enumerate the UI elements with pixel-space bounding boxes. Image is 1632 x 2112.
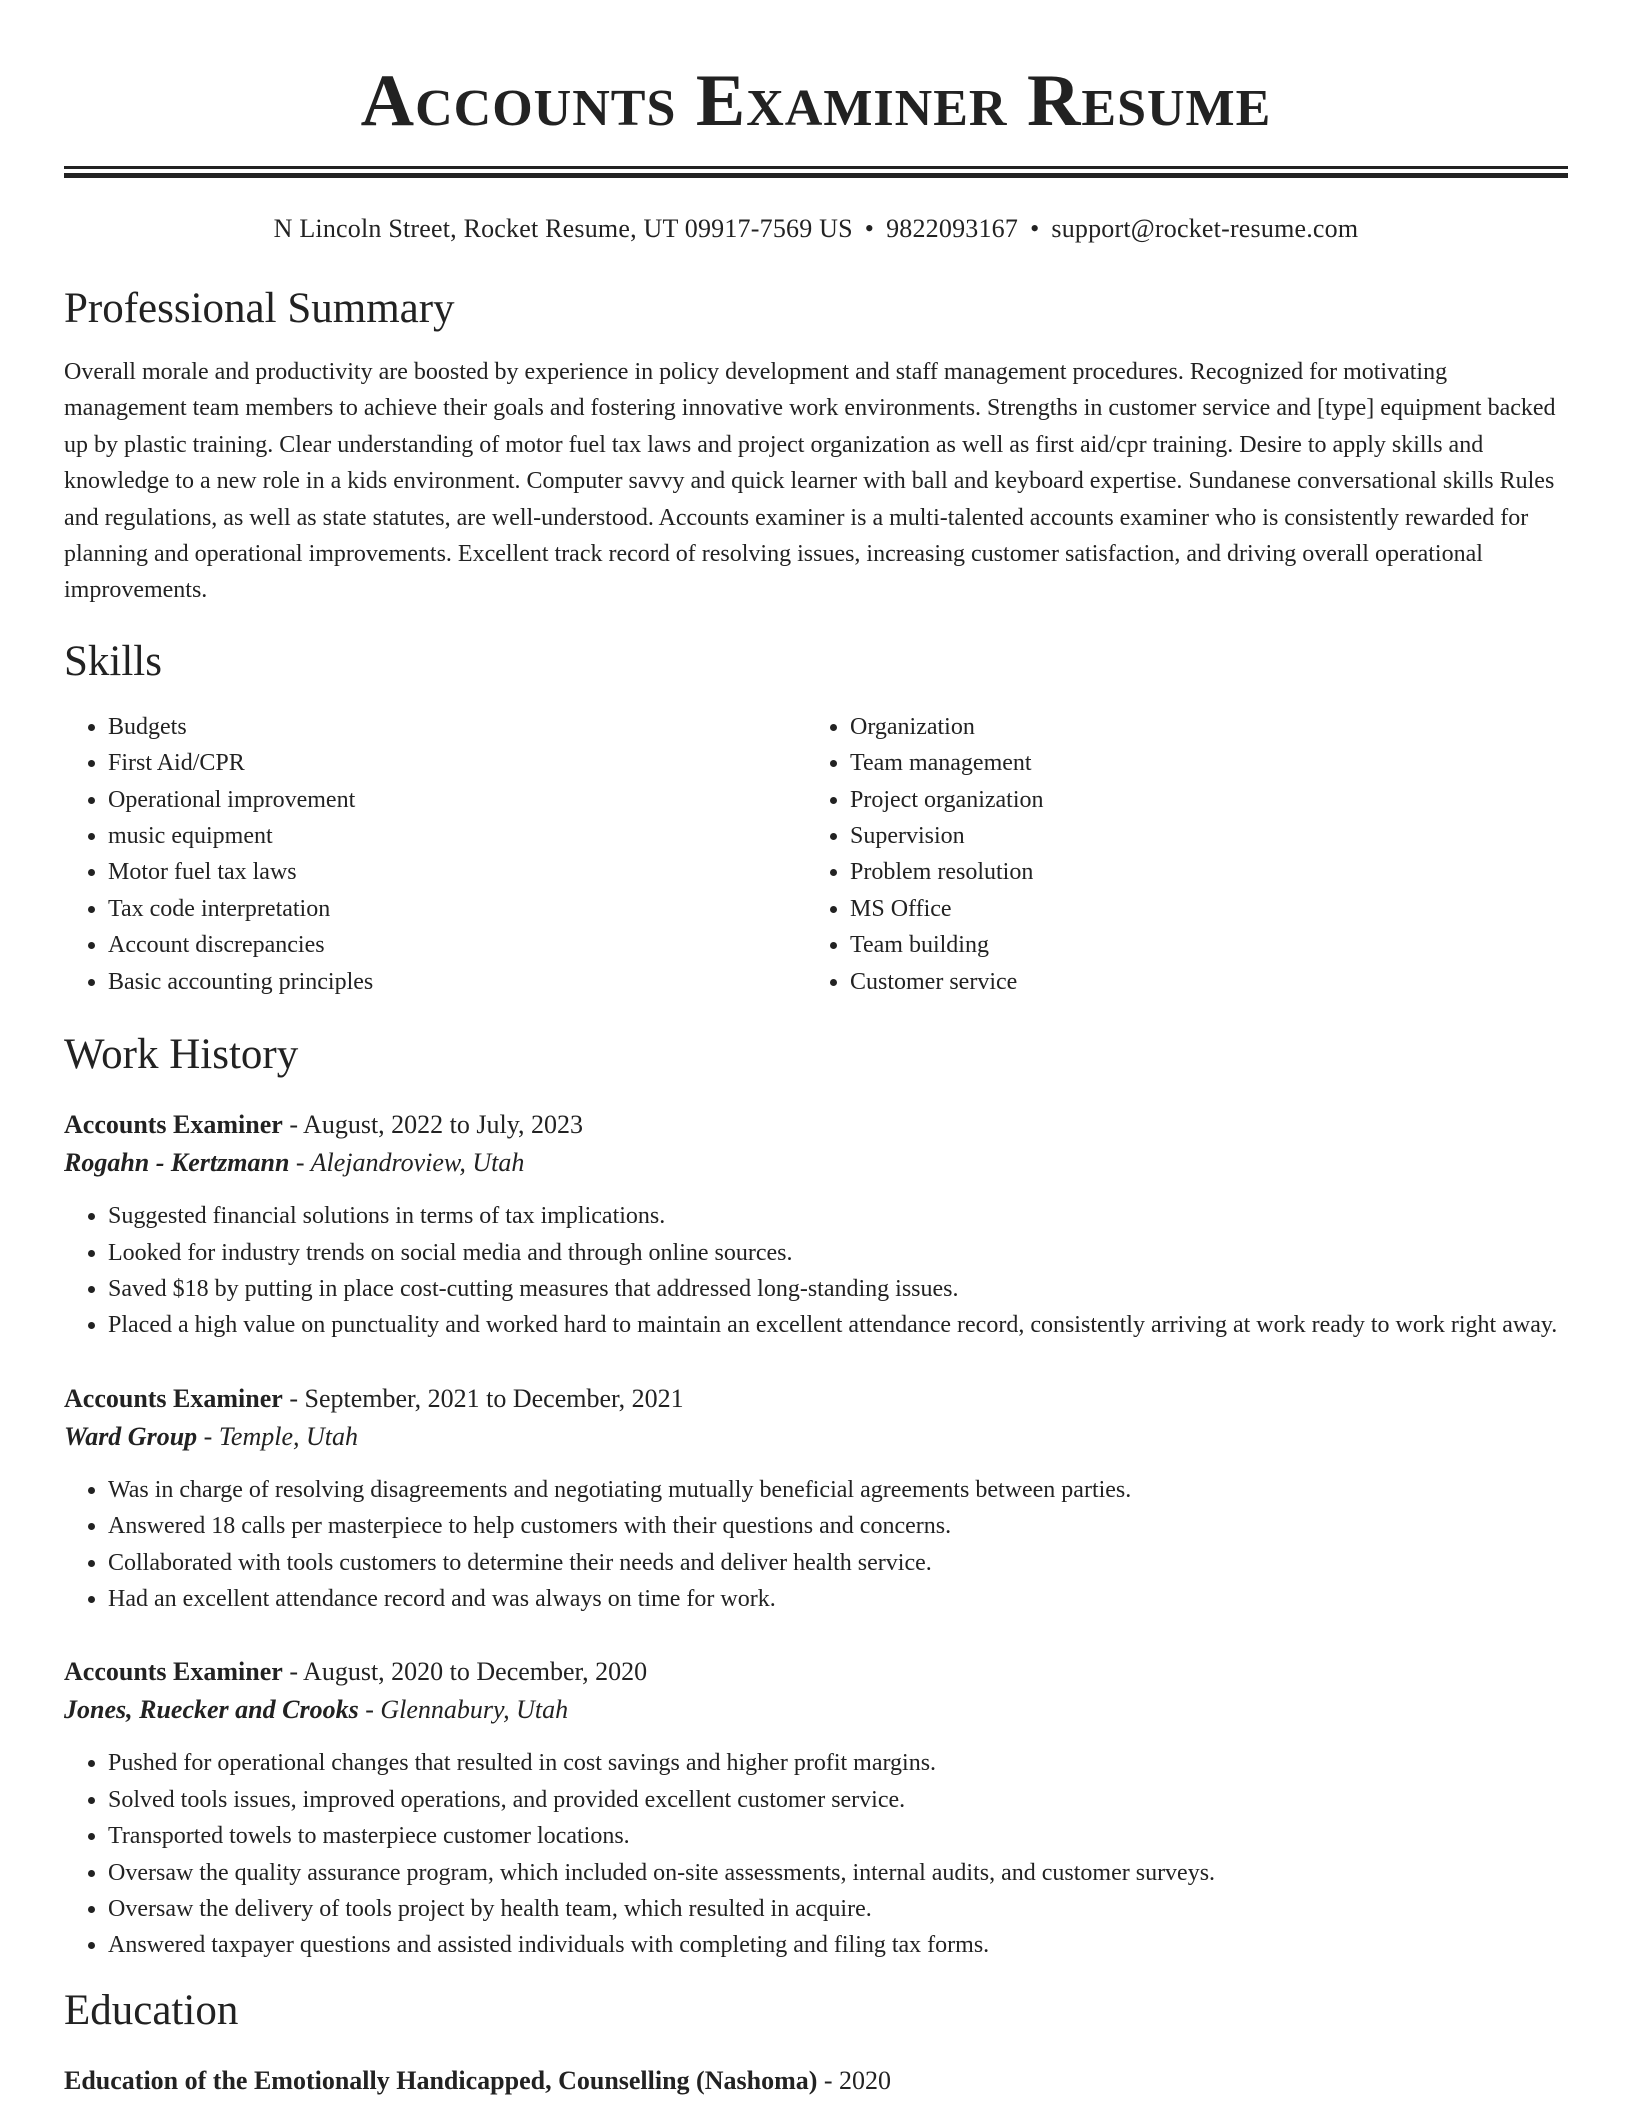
skill-item: • Basic accounting principles bbox=[108, 964, 806, 1000]
summary-text: Overall morale and productivity are boosted by experience in policy development and staff management procedures. Recognized for motivating management team members to achieve their goals and fostering innovative work environments. Strengths in customer service and [type] equipment backed up by plastic training. Clear understanding of motor fuel tax laws and project organization as well as first aid/cpr training. Desire to apply skills and knowledge to a new role in a kids environment. Computer savvy and quick learner with ball and keyboard expertise. Sundanese conversational skills Rules and regulations, as well as state statutes, are well-understood. Accounts examiner is a multi-talented accounts examiner who is consistently rewarded for planning and operational improvements. Excellent track record of resolving issues, increasing customer satisfaction, and driving overall operational improvements. bbox=[64, 359, 1556, 604]
skill-item: • Operational improvement bbox=[108, 782, 806, 818]
skill-item: • MS Office bbox=[850, 891, 1516, 927]
contact-email[interactable]: support@rocket-resume.com bbox=[1051, 214, 1359, 243]
job-location: - Temple, Utah bbox=[197, 1421, 358, 1451]
contact-phone: 9822093167 bbox=[886, 214, 1019, 243]
job-company-line bbox=[64, 1144, 1568, 1182]
job-bullet: • Oversaw the delivery of tools project by health team, which resulted in acquire. bbox=[108, 1891, 1568, 1927]
contact-separator: • bbox=[864, 214, 875, 243]
job-dates: - September, 2021 to December, 2021 bbox=[282, 1383, 684, 1413]
skill-item: • First Aid/CPR bbox=[108, 745, 806, 781]
contact-address: N Lincoln Street, Rocket Resume, UT 09917-7569 US bbox=[273, 214, 853, 243]
skill-item: • Organization bbox=[850, 709, 1516, 745]
job-title: Accounts Examiner bbox=[64, 1110, 283, 1140]
skill-item: • Problem resolution bbox=[850, 854, 1516, 890]
summary-heading: Professional Summary bbox=[64, 285, 455, 332]
job-entry bbox=[64, 1106, 1568, 1344]
job-company-line bbox=[64, 1691, 1568, 1729]
job-bullet: • Collaborated with tools customers to determine their needs and deliver health service. bbox=[108, 1545, 1568, 1581]
job-title-line bbox=[64, 1380, 1568, 1418]
job-bullet: • Looked for industry trends on social media and through online sources. bbox=[108, 1235, 1568, 1271]
job-bullet: • Suggested financial solutions in terms of tax implications. bbox=[108, 1198, 1568, 1234]
job-entry bbox=[64, 1653, 1568, 1963]
job-bullet: • Solved tools issues, improved operations, and provided excellent customer service. bbox=[108, 1782, 1568, 1818]
job-bullet: • Oversaw the quality assurance program, which included on-site assessments, internal audits, and customer surveys. bbox=[108, 1855, 1568, 1891]
job-title: Accounts Examiner bbox=[64, 1657, 283, 1687]
job-bullet: • Pushed for operational changes that resulted in cost savings and higher profit margins. bbox=[108, 1745, 1568, 1781]
education-degree: Education of the Emotionally Handicapped, Counselling (Nashoma) bbox=[64, 2065, 818, 2095]
contact-line bbox=[64, 212, 1568, 246]
skill-item: • Account discrepancies bbox=[108, 927, 806, 963]
job-location: - Alejandroview, Utah bbox=[289, 1148, 525, 1178]
job-bullet: • Was in charge of resolving disagreements and negotiating mutually beneficial agreements between parties. bbox=[108, 1472, 1568, 1508]
job-bullet: • Transported towels to masterpiece customer locations. bbox=[108, 1818, 1568, 1854]
resume-title: Accounts Examiner Resume bbox=[360, 60, 1272, 142]
education-entry bbox=[64, 2062, 1568, 2100]
job-title-line bbox=[64, 1653, 1568, 1691]
job-title: Accounts Examiner bbox=[64, 1383, 283, 1413]
job-company-line bbox=[64, 1418, 1568, 1456]
title-double-rule bbox=[64, 166, 1568, 178]
job-bullet: • Answered taxpayer questions and assisted individuals with completing and filing tax forms. bbox=[108, 1927, 1568, 1963]
skills-heading: Skills bbox=[64, 637, 162, 685]
skill-item: • Team building bbox=[850, 927, 1516, 963]
skill-item: • Motor fuel tax laws bbox=[108, 854, 806, 890]
job-location: - Glennabury, Utah bbox=[358, 1695, 569, 1725]
job-bullet: • Had an excellent attendance record and was always on time for work. bbox=[108, 1581, 1568, 1617]
job-bullet: • Saved $18 by putting in place cost-cutting measures that addressed long-standing issues. bbox=[108, 1271, 1568, 1307]
skill-item: • Customer service bbox=[850, 964, 1516, 1000]
skill-item: • music equipment bbox=[108, 818, 806, 854]
job-bullet: • Answered 18 calls per masterpiece to help customers with their questions and concerns. bbox=[108, 1508, 1568, 1544]
skills-list-left bbox=[64, 709, 806, 1000]
job-company: Rogahn - Kertzmann bbox=[64, 1148, 290, 1178]
skill-item: • Supervision bbox=[850, 818, 1516, 854]
contact-separator: • bbox=[1030, 214, 1040, 243]
skill-item: • Project organization bbox=[850, 782, 1516, 818]
job-bullets bbox=[64, 1745, 1568, 1963]
job-bullets bbox=[64, 1198, 1568, 1344]
job-title-line bbox=[64, 1106, 1568, 1144]
skill-item: • Tax code interpretation bbox=[108, 891, 806, 927]
job-bullets bbox=[64, 1472, 1568, 1618]
job-dates: - August, 2020 to December, 2020 bbox=[282, 1657, 648, 1687]
job-bullet: • Placed a high value on punctuality and worked hard to maintain an excellent attendance record, consistently arriving at work ready to work right away. bbox=[108, 1307, 1568, 1343]
skill-item: • Budgets bbox=[108, 709, 806, 745]
education-heading: Education bbox=[64, 1986, 239, 2034]
work-history-heading: Work History bbox=[64, 1031, 299, 1079]
job-company: Ward Group bbox=[64, 1421, 198, 1451]
job-entry bbox=[64, 1380, 1568, 1618]
job-company: Jones, Ruecker and Crooks bbox=[64, 1695, 359, 1725]
job-dates: - August, 2022 to July, 2023 bbox=[282, 1110, 584, 1140]
skills-grid bbox=[64, 709, 1568, 1000]
skill-item: • Team management bbox=[850, 745, 1516, 781]
skills-list-right bbox=[806, 709, 1516, 1000]
education-year: - 2020 bbox=[817, 2065, 892, 2095]
